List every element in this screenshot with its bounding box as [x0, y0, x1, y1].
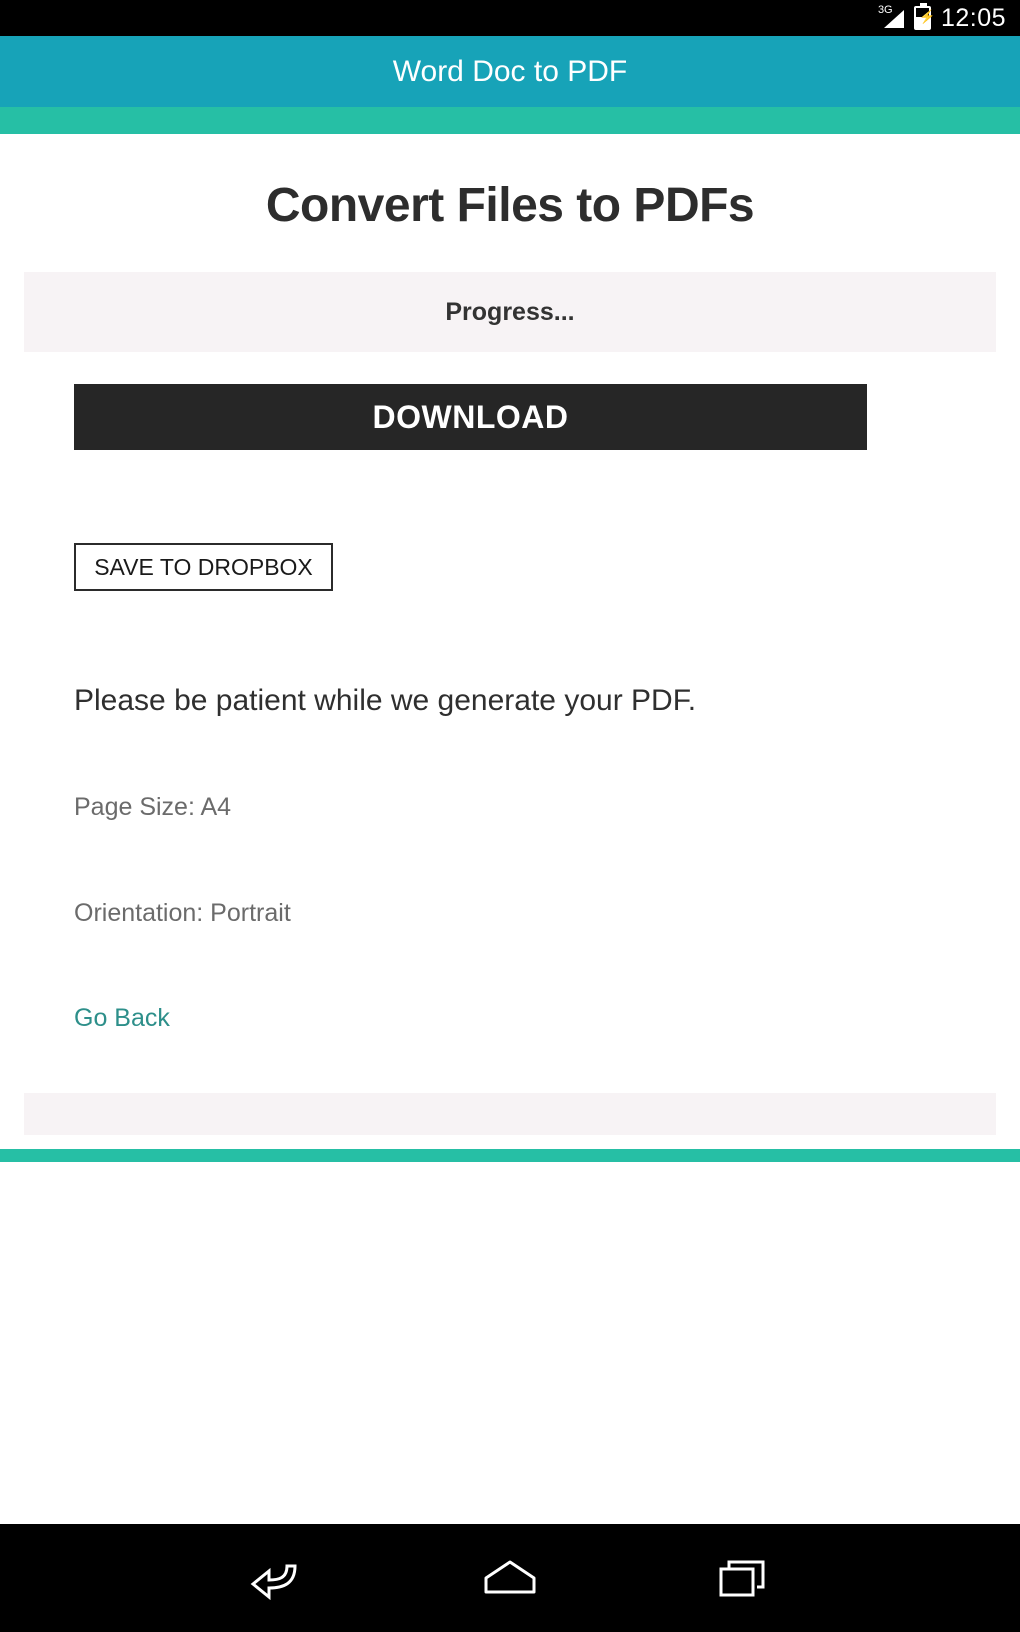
bottom-panel	[24, 1093, 996, 1135]
accent-bar-top	[0, 107, 1020, 134]
go-back-link[interactable]: Go Back	[74, 1004, 170, 1032]
back-icon[interactable]	[244, 1550, 308, 1606]
page-title: Convert Files to PDFs	[265, 179, 755, 232]
home-icon[interactable]	[478, 1550, 542, 1606]
progress-panel	[24, 272, 996, 352]
signal-icon	[878, 6, 904, 30]
patience-message: Please be patient while we generate your PDF.	[74, 684, 697, 717]
navigation-bar	[0, 1524, 1020, 1632]
download-button[interactable]: DOWNLOAD	[74, 384, 867, 450]
recents-icon[interactable]	[712, 1550, 776, 1606]
battery-icon	[914, 6, 936, 30]
page-size-label: Page Size: A4	[74, 793, 232, 821]
app-bar	[0, 36, 1020, 107]
status-icons	[878, 4, 1006, 33]
status-bar	[0, 0, 1020, 36]
orientation-label: Orientation: Portrait	[74, 899, 291, 927]
signal-bars	[884, 10, 904, 28]
accent-bar-bottom	[0, 1149, 1020, 1162]
progress-label: Progress...	[445, 297, 575, 326]
app-title: Word Doc to PDF	[392, 54, 628, 88]
battery-charging-bolt: ⚡	[918, 9, 936, 24]
save-to-dropbox-button[interactable]: SAVE TO DROPBOX	[74, 543, 333, 591]
page-content	[0, 134, 1020, 1162]
network-type-label: 3G	[877, 4, 893, 16]
status-time: 12:05	[940, 3, 1006, 32]
page-filler	[0, 1162, 1020, 1524]
